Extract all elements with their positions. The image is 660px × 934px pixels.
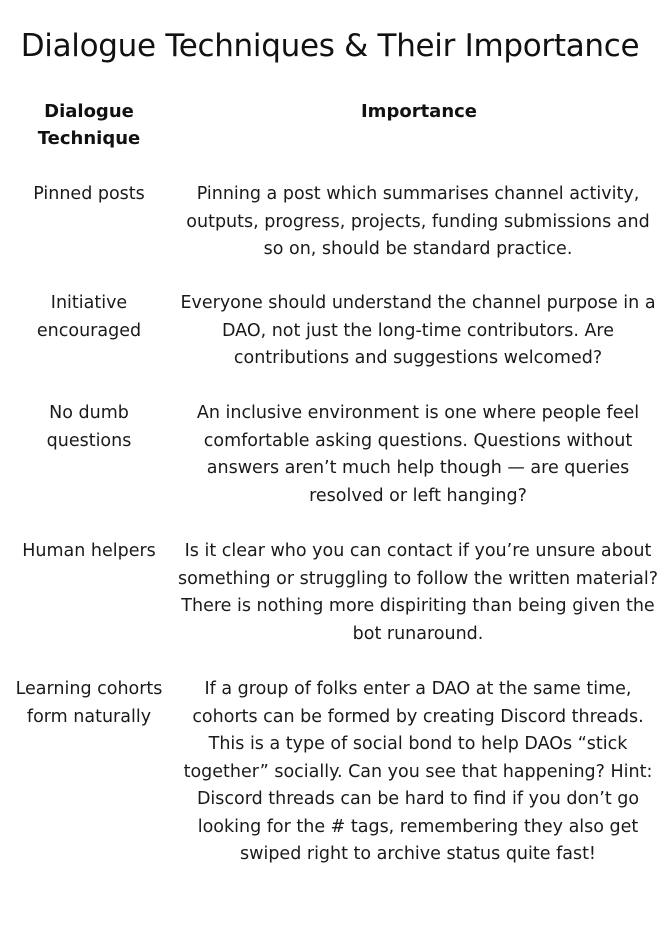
importance-cell: Is it clear who you can contact if you’re unsure about something or struggling to follow the written material? There is nothing more dispiriting than being given the bot runaround.: [177, 541, 659, 644]
importance-cell: Pinning a post which summarises channel activity, outputs, progress, projects, funding submissions and so on, should be standard practice.: [186, 184, 650, 259]
column-header-importance: Importance: [360, 101, 478, 122]
importance-cell: An inclusive environment is one where people feel comfortable asking questions. Questions without answers aren’t much help though — are queries resolved or left hanging?: [196, 403, 640, 506]
technique-cell: Human helpers: [22, 541, 156, 561]
technique-cell: Initiative encouraged: [36, 293, 142, 341]
page-title: Dialogue Techniques & Their Importance: [20, 28, 640, 64]
technique-cell: Learning cohorts form naturally: [15, 679, 163, 727]
technique-cell: Pinned posts: [33, 184, 145, 204]
technique-cell: No dumb questions: [46, 403, 132, 451]
importance-cell: Everyone should understand the channel purpose in a DAO, not just the long-time contributors. Are contributions and suggestions welcomed?: [180, 293, 656, 368]
importance-cell: If a group of folks enter a DAO at the same time, cohorts can be formed by creating Discord threads. This is a type of social bond to help DAOs “stick together” socially. Can you see that happening? Hint: Discord threads can be hard to find if you don’t go looking for the # tags, remembering they also get swiped right to archive status quite fast!: [183, 679, 653, 864]
column-header-technique: Dialogue Technique: [37, 101, 141, 149]
